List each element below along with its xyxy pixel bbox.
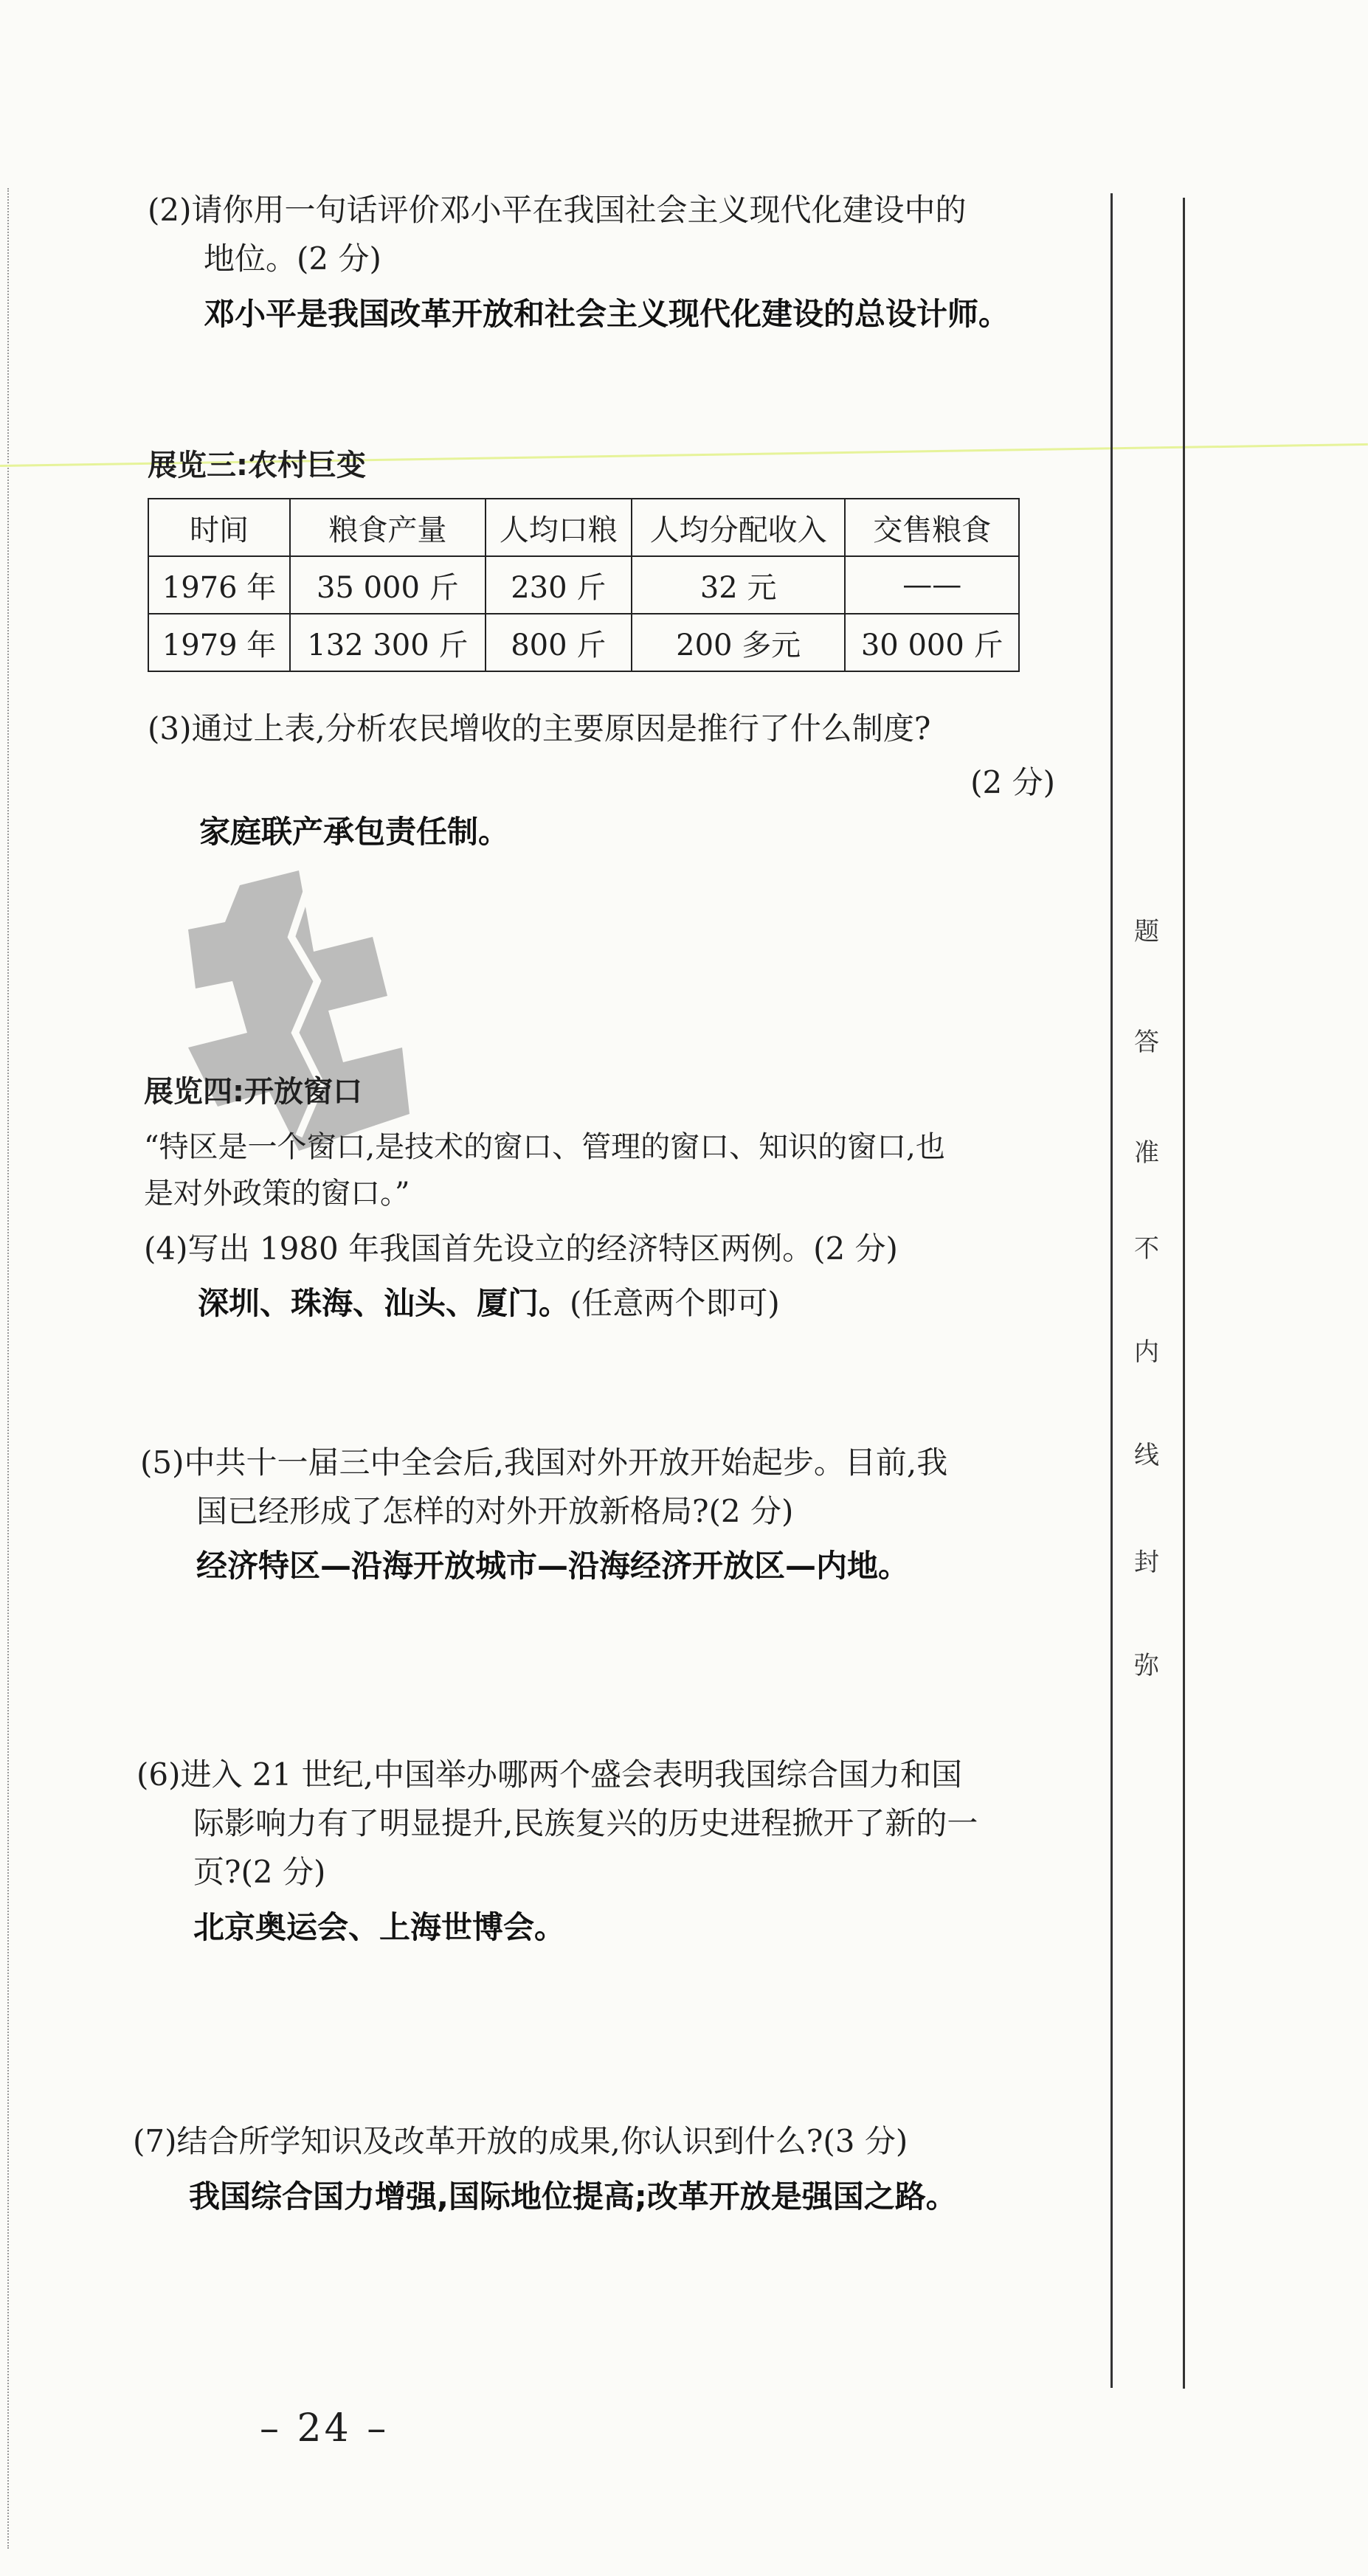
seal-line-outer <box>1183 198 1185 2389</box>
table-cell: 132 300 斤 <box>290 614 486 671</box>
exhibit4-quote-line1: “特区是一个窗口,是技术的窗口、管理的窗口、知识的窗口,也 <box>144 1130 945 1164</box>
q6-line3: 页?(2 分) <box>193 1854 326 1890</box>
seal-char: 弥 <box>1134 1651 1159 1680</box>
q3-score: (2 分) <box>970 764 1055 800</box>
seal-char: 内 <box>1134 1337 1159 1367</box>
table-cell: 30 000 斤 <box>845 614 1019 671</box>
q3-line1: (3)通过上表,分析农民增收的主要原因是推行了什么制度? <box>148 710 931 747</box>
q4-answer: 深圳、珠海、汕头、厦门。 <box>198 1285 570 1321</box>
q6-line1: (6)进入 21 世纪,中国举办哪两个盛会表明我国综合国力和国 <box>137 1756 962 1793</box>
seal-char: 线 <box>1134 1441 1159 1470</box>
q7-line1: (7)结合所学知识及改革开放的成果,你认识到什么?(3 分) <box>133 2123 908 2159</box>
table-header-row <box>148 499 1019 556</box>
table-cell: 32 元 <box>632 556 845 614</box>
q3-answer: 家庭联产承包责任制。 <box>199 814 510 850</box>
q7-answer: 我国综合国力增强,国际地位提高;改革开放是强国之路。 <box>189 2178 957 2215</box>
farm-data-table <box>148 498 1020 672</box>
page-number: – 24 – <box>260 2406 390 2451</box>
seal-char: 封 <box>1134 1548 1159 1577</box>
q2-line2: 地位。(2 分) <box>204 240 381 277</box>
table-row <box>148 614 1019 671</box>
q4-note: (任意两个即可) <box>570 1285 780 1321</box>
q4-answer-line <box>198 1279 780 1328</box>
q5-line2: 国已经形成了怎样的对外开放新格局?(2 分) <box>196 1493 794 1529</box>
seal-char: 题 <box>1134 917 1159 946</box>
table-cell: 1979 年 <box>148 614 290 671</box>
seal-char: 不 <box>1134 1234 1159 1264</box>
q4-line1: (4)写出 1980 年我国首先设立的经济特区两例。(2 分) <box>144 1230 898 1267</box>
table-cell: 35 000 斤 <box>290 556 486 614</box>
table-header-cell: 交售粮食 <box>845 499 1019 556</box>
table-header-cell: 粮食产量 <box>290 499 486 556</box>
seal-char: 准 <box>1134 1138 1159 1168</box>
q2-answer: 邓小平是我国改革开放和社会主义现代化建设的总设计师。 <box>204 296 1010 332</box>
seal-char: 答 <box>1134 1028 1159 1057</box>
q5-line1: (5)中共十一届三中全会后,我国对外开放开始起步。目前,我 <box>140 1444 948 1481</box>
q5-answer: 经济特区—沿海开放城市—沿海经济开放区—内地。 <box>196 1548 910 1584</box>
table-header-cell: 人均口粮 <box>486 499 632 556</box>
binding-dotted-line <box>7 188 9 2549</box>
table-cell: 1976 年 <box>148 556 290 614</box>
table-header-cell: 时间 <box>148 499 290 556</box>
exhibit4-title: 展览四:开放窗口 <box>144 1075 362 1109</box>
table-cell: 230 斤 <box>486 556 632 614</box>
table-cell: 800 斤 <box>486 614 632 671</box>
table-cell: 200 多元 <box>632 614 845 671</box>
exhibit3-title: 展览三:农村巨变 <box>148 449 366 482</box>
q6-line2: 际影响力有了明显提升,民族复兴的历史进程掀开了新的一 <box>193 1805 978 1841</box>
table-row <box>148 556 1019 614</box>
q6-answer: 北京奥运会、上海世博会。 <box>193 1909 566 1945</box>
q2-line1: (2)请你用一句话评价邓小平在我国社会主义现代化建设中的 <box>148 192 967 228</box>
seal-line-inner <box>1110 193 1113 2388</box>
table-cell: —— <box>845 556 1019 614</box>
table-header-cell: 人均分配收入 <box>632 499 845 556</box>
exhibit4-quote-line2: 是对外政策的窗口。” <box>144 1177 410 1211</box>
